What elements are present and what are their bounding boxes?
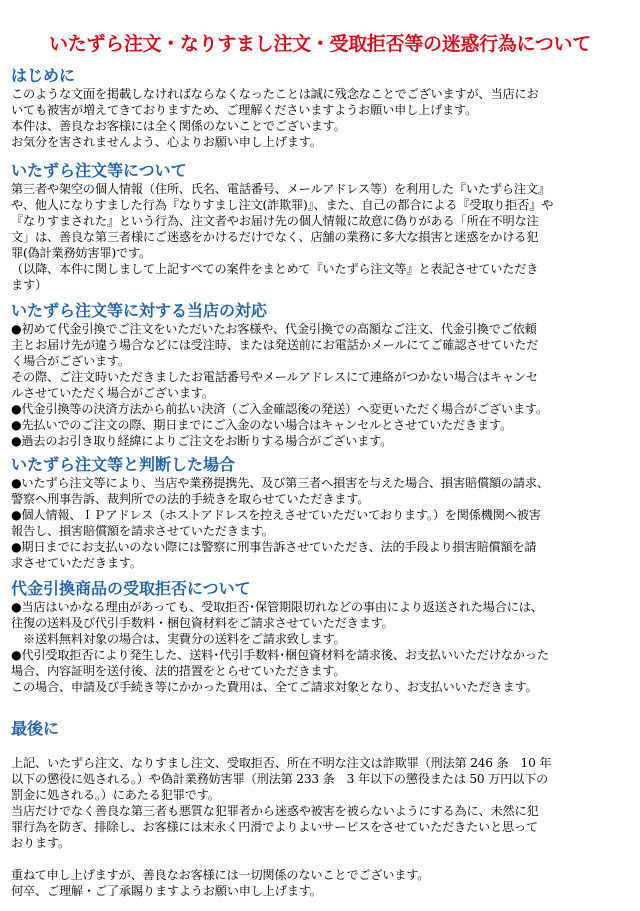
- section-heading-cod-refusal: 代金引換商品の受取拒否について: [11, 579, 251, 598]
- section-body-conclusion: [11, 739, 625, 899]
- bullet-line: ●いたずら注文等により、当店や業務提携先、及び第三者へ損害を与えた場合、損害賠償額の請求、: [11, 476, 549, 490]
- paragraph-line: 『なりすまされた』という行為、注文者やお届け先の個人情報に故意に偽りがある「所在不明な注: [11, 214, 539, 228]
- paragraph-line: おります。: [11, 836, 70, 850]
- paragraph-line: その際、ご注文時いただきましたお電話番号やメールアドレスにて連絡がつかない場合はキャンセ: [11, 370, 538, 384]
- paragraph-line: ※送料無料対象の場合は、実費分の送料をご請求致します。: [11, 632, 346, 646]
- bullet-line: ●期日までにお支払いのない際には警察に刑事告訴させていただき、法的手段より損害賠償額を請: [11, 540, 537, 554]
- bullet-line: ●過去のお引き取り経緯によりご注文をお断りする場合がございます。: [11, 434, 393, 448]
- paragraph-line: 上記、いたずら注文、なりすまし注文、受取拒否、所在不明な注文は詐欺罪（刑法第 246 条 10 年: [11, 756, 552, 770]
- paragraph-line: 第三者や架空の個人情報（住所、氏名、電話番号、メールアドレス等）を利用した『いたずら注文』: [11, 182, 550, 196]
- bullet-line: ●個人情報、ＩＰアドレス（ホストアドレスを控えさせていただいております。）を関係機関へ被害: [11, 508, 541, 522]
- paragraph-line: 往復の送料及び代引手数料・梱包資材料をご請求させていただきます。: [11, 616, 394, 630]
- page-title: いたずら注文・なりすまし注文・受取拒否等の迷惑行為について: [49, 33, 591, 55]
- paragraph-line: 文」は、善良な第三者様にご迷惑をかけるだけでなく、店舗の業務に多大な損害と迷惑をかける犯: [11, 230, 539, 244]
- paragraph-line: お気分を害されませんよう、心よりお願い申し上げます。: [11, 135, 322, 149]
- bullet-line: ●先払いでのご注文の際、期日までにご入金のない場合はキャンセルとさせていただきます。: [11, 418, 512, 432]
- paragraph-line: このような文面を掲載しなければならなくなったことは誠に残念なことでございますが、当店にお: [11, 87, 539, 101]
- paragraph-line: 以下の懲役に処される。）や偽計業務妨害罪（刑法第 233 条 3 年以下の懲役または 50 万円以下の: [11, 772, 549, 786]
- section-body-store-response: [11, 321, 625, 449]
- paragraph-line: 当店だけでなく善良な第三者も悪質な犯罪者から迷惑や被害を被らないようにする為に、未然に犯: [11, 804, 539, 818]
- bullet-line: ●当店はいかなる理由があっても、受取拒否･保管期限切れなどの事由により返送された場合には、: [11, 600, 543, 614]
- section-heading-conclusion: 最後に: [11, 719, 60, 738]
- paragraph-line: く場合がございます。: [11, 354, 130, 368]
- paragraph-line: や、他人になりすました行為『なりすまし注文(詐欺罪)』、また、自己の都合による『受取り拒否』や: [11, 198, 554, 212]
- paragraph-line: 何卒、ご理解・ご了承賜りますようお願い申し上げます。: [11, 884, 322, 898]
- paragraph-line: 本件は、善良なお客様には全く関係のないことでございます。: [11, 119, 346, 133]
- paragraph-line: ます）: [11, 278, 47, 292]
- bullet-line: ●代引受取拒否により発生した、送料･代引手数料･梱包資材料を請求後、お支払いいただけなかった: [11, 648, 549, 662]
- paragraph-line: 場合、内容証明を送付後、法的措置をとらせていただきます。: [11, 664, 346, 678]
- paragraph-line: （以降、本件に関しまして上記すべての案件をまとめて『いたずら注文等』と表記させていただき: [11, 262, 539, 276]
- paragraph-line: 罰金に処される。）にあたる犯罪です。: [11, 788, 220, 802]
- paragraph-line: [11, 851, 625, 867]
- section-body-introduction: [11, 86, 625, 150]
- paragraph-line: 重ねて申し上げますが、善良なお客様には一切関係のないことでございます。: [11, 868, 430, 882]
- section-body-prank-orders: [11, 181, 625, 293]
- section-body-judgement: [11, 475, 625, 571]
- bullet-line: ●初めて代金引換でご注文をいただいたお客様や、代金引換での高額なご注文、代金引換でご依頼: [11, 322, 537, 336]
- section-body-cod-refusal: [11, 599, 625, 695]
- paragraph-line: [11, 739, 625, 755]
- paragraph-line: いても被害が増えてきておりますため、ご理解くださいますようお願い申し上げます。: [11, 103, 478, 117]
- paragraph-line: この場合、申請及び手続き等にかかった費用は、全てご請求対象となり、お支払いいただきます。: [11, 680, 538, 694]
- paragraph-line: 報告し、損害賠償額を請求させていただきます。: [11, 524, 274, 538]
- paragraph-line: 罪(偽計業務妨害罪)です。: [11, 246, 151, 260]
- bullet-line: ●代金引換等の決済方法から前払い決済（ご入金確認後の発送）へ変更いただく場合がございます。: [11, 402, 548, 416]
- section-heading-store-response: いたずら注文等に対する当店の対応: [11, 301, 268, 320]
- section-heading-prank-orders: いたずら注文等について: [11, 161, 187, 180]
- paragraph-line: 警察へ刑事告訴、裁判所での法的手続きを取らせていただきます。: [11, 492, 370, 506]
- paragraph-line: 求させていただきます。: [11, 556, 142, 570]
- section-heading-judgement: いたずら注文等と判断した場合: [11, 455, 236, 474]
- paragraph-line: 主とお届け先が違う場合などには受注時、または発送前にお電話かメールにてご確認させていただ: [11, 338, 539, 352]
- section-heading-introduction: はじめに: [11, 66, 76, 85]
- paragraph-line: 罪行為を防ぎ、排除し、お客様には末永く円滑でよりよいサービスをさせていただきたいと思って: [11, 820, 538, 834]
- paragraph-line: ルさせていただく場合がございます。: [11, 386, 214, 400]
